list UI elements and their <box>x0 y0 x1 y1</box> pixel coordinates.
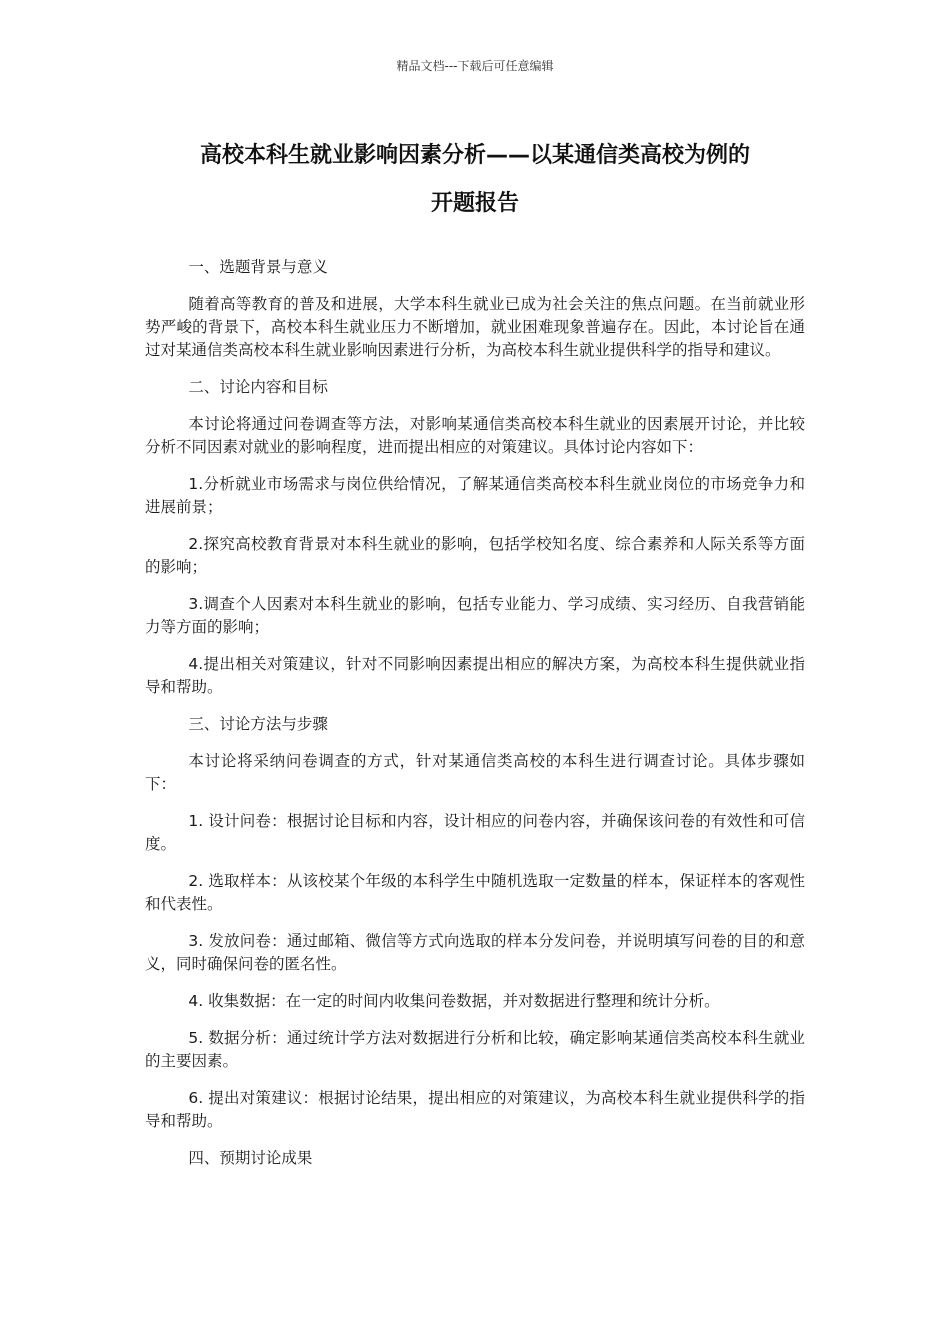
list-item-content-1: 1.分析就业市场需求与岗位供给情况，了解某通信类高校本科生就业岗位的市场竞争力和进展前景； <box>145 475 805 516</box>
list-item-step-4: 4. 收集数据：在一定的时间内收集问卷数据，并对数据进行整理和统计分析。 <box>188 992 720 1010</box>
list-item-step-5: 5. 数据分析：通过统计学方法对数据进行分析和比较，确定影响某通信类高校本科生就业的主要因素。 <box>145 1029 805 1070</box>
document-body <box>145 256 805 1184</box>
paragraph-background: 随着高等教育的普及和进展，大学本科生就业已成为社会关注的焦点问题。在当前就业形势严峻的背景下，高校本科生就业压力不断增加，就业困难现象普遍存在。因此，本讨论旨在通过对某通信类高校本科生就业影响因素进行分析，为高校本科生就业提供科学的指导和建议。 <box>145 295 805 359</box>
paragraph-content-intro: 本讨论将通过问卷调查等方法，对影响某通信类高校本科生就业的因素展开讨论，并比较分析不同因素对就业的影响程度，进而提出相应的对策建议。具体讨论内容如下： <box>145 415 805 456</box>
document-title-line-1: 高校本科生就业影响因素分析——以某通信类高校为例的 <box>199 143 750 168</box>
section-heading-content-goals: 二、讨论内容和目标 <box>188 378 328 396</box>
section-heading-methods: 三、讨论方法与步骤 <box>188 715 328 733</box>
list-item-content-4: 4.提出相关对策建议，针对不同影响因素提出相应的解决方案，为高校本科生提供就业指导和帮助。 <box>145 655 805 696</box>
list-item-step-2: 2. 选取样本：从该校某个年级的本科学生中随机选取一定数量的样本，保证样本的客观性和代表性。 <box>145 872 805 913</box>
list-item-step-1: 1. 设计问卷：根据讨论目标和内容，设计相应的问卷内容，并确保该问卷的有效性和可信度。 <box>145 812 805 853</box>
document-title-line-2: 开题报告 <box>430 191 519 216</box>
list-item-step-3: 3. 发放问卷：通过邮箱、微信等方式向选取的样本分发问卷，并说明填写问卷的目的和意义，同时确保问卷的匿名性。 <box>145 932 805 973</box>
section-heading-background: 一、选题背景与意义 <box>188 258 328 276</box>
document-header-note: 精品文档---下载后可任意编辑 <box>396 59 554 73</box>
list-item-content-2: 2.探究高校教育背景对本科生就业的影响，包括学校知名度、综合素养和人际关系等方面的影响； <box>145 535 805 576</box>
paragraph-methods-intro: 本讨论将采纳问卷调查的方式，针对某通信类高校的本科生进行调查讨论。具体步骤如下： <box>145 752 805 793</box>
list-item-content-3: 3.调查个人因素对本科生就业的影响，包括专业能力、学习成绩、实习经历、自我营销能力等方面的影响； <box>145 595 805 636</box>
document-title <box>145 132 805 228</box>
list-item-step-6: 6. 提出对策建议：根据讨论结果，提出相应的对策建议，为高校本科生就业提供科学的指导和帮助。 <box>145 1089 805 1130</box>
section-heading-expected-results: 四、预期讨论成果 <box>188 1149 313 1167</box>
